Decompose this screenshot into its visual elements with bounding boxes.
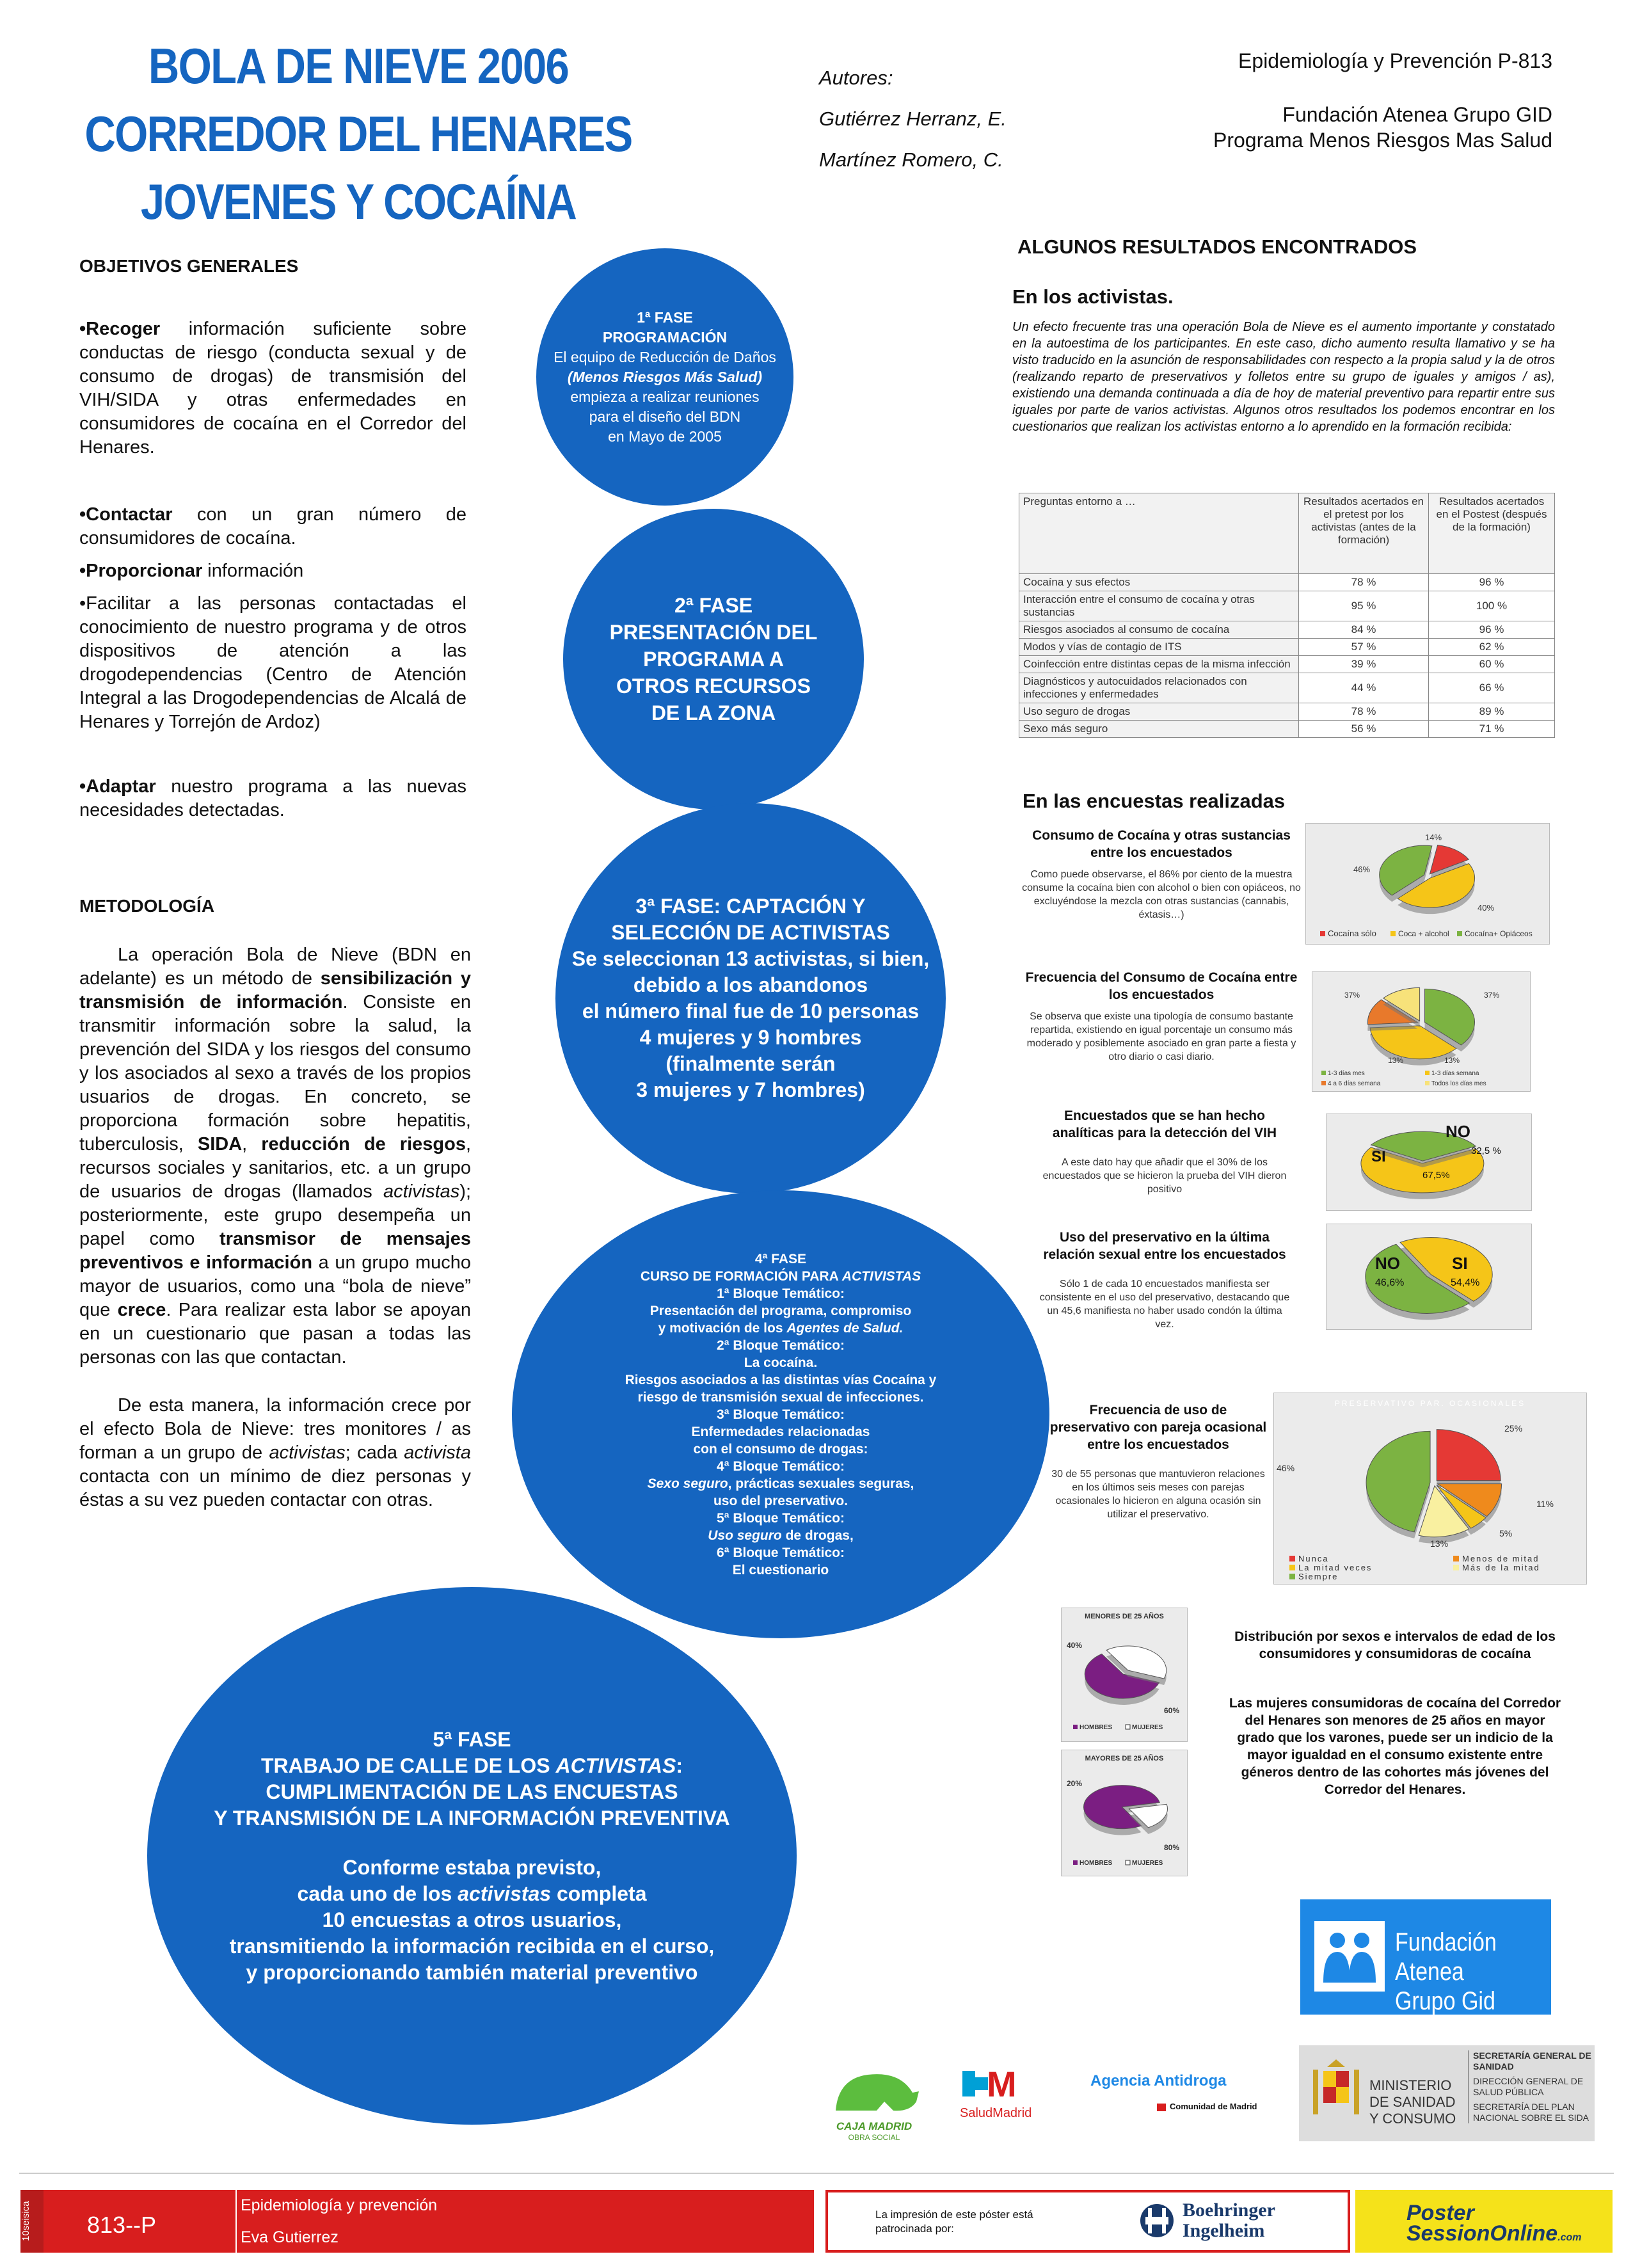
ministerio-logo (1299, 2045, 1595, 2141)
footer-vertical-text: 10seisica (20, 2190, 44, 2253)
table-row (1019, 703, 1555, 721)
atenea-name: Fundación Atenea (1395, 1928, 1497, 1986)
footer-category: Epidemiología y prevención (241, 2196, 438, 2214)
boehringer-icon (1139, 2203, 1175, 2239)
title-line-3: JOVENES Y COCAÍNA (140, 173, 577, 230)
chart-5-inner-title: PRESERVATIVO PAR. OCASIONALES (1334, 1399, 1526, 1408)
legend-swatch-mujeres (1126, 1725, 1130, 1729)
chart-1-legend-swatch (1457, 931, 1462, 936)
salud-madrid-logo (960, 2062, 1049, 2121)
phase-4-block: 2ª Bloque Temático: (717, 1338, 845, 1353)
footer-left-box (20, 2190, 814, 2253)
chart-2-legend-swatch (1321, 1081, 1326, 1085)
chart-2-label-3: 13% (1388, 1056, 1404, 1065)
table-header-postest: Resultados acertados en el Postest (después de la formación) (1429, 493, 1555, 574)
footer-code: 813--P (87, 2212, 157, 2238)
ministerio-line-1: MINISTERIO (1369, 2077, 1452, 2093)
phase-4-line: Uso seguro de drogas, (708, 1528, 854, 1543)
chart-3-title: Encuestados que se han hecho analíticas para la detección del VIH (1052, 1108, 1277, 1140)
metodologia-heading: METODOLOGÍA (79, 896, 215, 916)
phase-4-line: uso del preservativo. (713, 1493, 848, 1508)
phase-2-line: OTROS RECURSOS (616, 675, 811, 698)
legend-swatch-hombres (1073, 1725, 1078, 1729)
table-cell-postest: 89 % (1429, 703, 1555, 721)
legend-swatch-mujeres (1126, 1860, 1130, 1865)
phase-4-line: con el consumo de drogas: (693, 1441, 868, 1457)
chart-5-svg (1274, 1393, 1586, 1584)
atenea-logo (1300, 1899, 1551, 2015)
chart-3-si-label: SI (1371, 1148, 1386, 1165)
chart-1-legend-2: Coca + alcohol (1398, 929, 1449, 938)
phase-1-subtitle: PROGRAMACIÓN (602, 328, 728, 346)
table-row (1019, 721, 1555, 738)
phase-5-line: transmitiendo la información recibida en el curso, (229, 1934, 715, 1958)
table-cell-postest: 66 % (1429, 673, 1555, 703)
results-table-wrap (1019, 493, 1555, 738)
chart-1-box (1305, 823, 1550, 945)
chart-5-box (1273, 1393, 1587, 1585)
metodologia-paragraph-1: La operación Bola de Nieve (BDN en adelante) es un método de sensibilización y transmisión de información. Consiste en transmitir información sobre la salud, la prevención del SIDA y los riesgos del consumo y los asociados al sexo a través de los propios usuarios de drogas. En concreto, se proporciona formación sobre hepatitis, tuberculosis, SIDA, reducción de riesgos, recursos sociales y sanitarios, etc. a un grupo de usuarios de drogas (llamados activistas); posteriormente, este grupo desempeña un papel como transmisor de mensajes preventivos e información a un grupo mucho mayor de usuarios, como una “bola de nieve” que crece. Para realizar esta labor se apoyan en un cuestionario que pasan a todas las personas con las que contactan. (79, 945, 472, 1368)
table-cell-question: Cocaína y sus efectos (1019, 574, 1299, 591)
chart-4-no-value: 46,6% (1375, 1277, 1405, 1288)
phase-4-circle (512, 1190, 1049, 1638)
chart-1-title: Consumo de Cocaína y otras sustancias entre los encuestados (1032, 828, 1291, 860)
table-cell-question: Sexo más seguro (1019, 721, 1299, 738)
chart-6b-svg (1062, 1750, 1187, 1876)
phase-3-line: (finalmente serán (665, 1052, 836, 1075)
chart-5-legend-1: Nunca (1298, 1554, 1329, 1563)
metodologia-section (79, 896, 471, 1512)
objetivo-contactar: •Contactar con un gran número de consumidores de cocaína. (79, 504, 466, 548)
chart-4-title: Uso del preservativo en la última relación sexual entre los encuestados (1043, 1230, 1286, 1262)
pie-slice-5-1 (1437, 1430, 1501, 1481)
chart-4-text (1037, 1229, 1293, 1331)
chart-5-legend-swatch (1289, 1556, 1295, 1561)
table-row (1019, 574, 1555, 591)
footer-author: Eva Gutierrez (241, 2228, 339, 2246)
comunidad-madrid-label: Comunidad de Madrid (1090, 2102, 1282, 2111)
poster-category: Epidemiología y Prevención P-813 (1238, 49, 1552, 72)
table-cell-question: Uso seguro de drogas (1019, 703, 1299, 721)
title-line-1: BOLA DE NIEVE 2006 (148, 38, 569, 94)
agencia-name: Agencia Antidroga (1090, 2072, 1227, 2089)
chart-2-label-4: 13% (1444, 1056, 1460, 1065)
table-cell-question: Interacción entre el consumo de cocaína y otras sustancias (1019, 591, 1299, 621)
objetivo-proporcionar: •Proporcionar información (79, 561, 304, 581)
chart-6b-legend-hombres: HOMBRES (1079, 1860, 1113, 1867)
objetivos-heading: OBJETIVOS GENERALES (79, 256, 299, 276)
phase-2-title: 2ª FASE (674, 594, 753, 617)
direccion-line: DIRECCIÓN GENERAL DE SALUD PÚBLICA (1473, 2076, 1584, 2097)
table-cell-question: Modos y vías de contagio de ITS (1019, 639, 1299, 656)
chart-6-description: Las mujeres consumidoras de cocaína del Corredor del Henares son menores de 25 años en mayor grado que los varones, puede ser un indicio de la mayor igualdad en el consumo existente entre géneros dentro de las cohortes más jóvenes del Corredor del Henares. (1229, 1696, 1561, 1797)
caja-madrid-sub: OBRA SOCIAL (848, 2133, 900, 2142)
chart-1-text (1017, 827, 1305, 922)
svg-text:M: M (987, 2064, 1017, 2103)
phase-3-line: Se seleccionan 13 activistas, si bien, (571, 947, 930, 970)
phase-5-line: CUMPLIMENTACIÓN DE LAS ENCUESTAS (266, 1780, 678, 1803)
plan-nacional-line: SECRETARÍA DEL PLAN NACIONAL SOBRE EL SIDA (1473, 2102, 1589, 2123)
activistas-paragraph: Un efecto frecuente tras una operación Bola de Nieve es el aumento importante y constatado en la autoestima de los participantes. En este caso, dicho aumento resulta llamativo y se ha visto traducido en la asunción de responsabilidades con respecto a la propia salud y la de otros (realizando reparto de preservativos y folletos entre su grupo de iguales y amigos / as), existiendo una demanda continuada a día de hoy de material preventivo para repartir entre sus iguales por parte de varios activistas. Algunos otros resultados los podemos encontrar en los cuestionarios que realizan los activistas entorno a lo aprendido en la formación recibida: (1012, 320, 1555, 434)
organization-2: Programa Menos Riesgos Mas Salud (1213, 129, 1552, 152)
chart-5-label-1: 25% (1504, 1423, 1523, 1433)
chart-5-legend-2: Menos de mitad (1462, 1554, 1540, 1563)
results-heading: ALGUNOS RESULTADOS ENCONTRADOS (1017, 236, 1417, 258)
title-line-2: CORREDOR DEL HENARES (84, 106, 632, 162)
chart-6-title: Distribución por sexos e intervalos de edad de los consumidores y consumidoras de cocaína (1234, 1629, 1556, 1661)
phase-5-circle (147, 1587, 797, 2125)
chart-2-legend-3: 4 a 6 días semana (1328, 1080, 1381, 1087)
chart-5-legend-5: Siempre (1298, 1572, 1339, 1581)
chart-5-label-5: 46% (1277, 1463, 1295, 1473)
phase-4-line: Enfermedades relacionadas (691, 1424, 870, 1439)
bear-icon (823, 2059, 925, 2117)
chart-2-label-1: 37% (1344, 991, 1360, 1000)
chart-6a-box (1061, 1608, 1188, 1742)
table-cell-postest: 96 % (1429, 574, 1555, 591)
table-row (1019, 621, 1555, 639)
objetivo-facilitar: •Facilitar a las personas contactadas el conocimiento de nuestro programa y de otros dispositivos de atención a las drogodependencias (Centro de Atención Integral a las Drogodependencias de Alcalá de Henares y Torrejón de Ardoz) (79, 593, 466, 732)
salud-madrid-name: SaludMadrid (960, 2106, 1032, 2120)
chart-5-legend-swatch (1453, 1556, 1459, 1561)
chart-2-box (1312, 971, 1531, 1092)
phase-4-line: y motivación de los Agentes de Salud. (658, 1320, 904, 1336)
chart-4-no-label: NO (1375, 1254, 1400, 1273)
objetivo-adaptar: •Adaptar nuestro programa a las nuevas necesidades detectadas. (79, 776, 466, 820)
phase-4-line: Sexo seguro, prácticas sexuales seguras, (647, 1476, 914, 1491)
authors (819, 58, 1007, 180)
table-cell-pretest: 39 % (1299, 656, 1429, 673)
phase-4-line: riesgo de transmisión sexual de infecciones. (637, 1389, 924, 1405)
chart-2-text (1021, 969, 1302, 1064)
chart-5-description: 30 de 55 personas que mantuvieron relaciones en los últimos seis meses con parejas ocasionales lo hicieron en alguna ocasión sin utilizar el preservativo. (1051, 1469, 1265, 1520)
table-cell-pretest: 44 % (1299, 673, 1429, 703)
chart-5-legend-swatch (1289, 1565, 1295, 1570)
chart-1-legend-swatch (1390, 931, 1396, 936)
phase-4-line: La cocaína. (744, 1355, 818, 1370)
coat-of-arms-icon (1304, 2058, 1368, 2128)
secretaria-line: SECRETARÍA GENERAL DE SANIDAD (1473, 2050, 1591, 2072)
chart-2-legend-4: Todos los días mes (1431, 1080, 1486, 1087)
phase-1-line: El equipo de Reducción de Daños (554, 348, 776, 365)
table-cell-question: Diagnósticos y autocuidados relacionados con infecciones y enfermedades (1019, 673, 1299, 703)
table-row (1019, 673, 1555, 703)
phase-3-line: 3 mujeres y 7 hombres) (636, 1078, 865, 1101)
footer-divider (19, 2173, 1614, 2174)
chart-2-svg (1312, 972, 1530, 1091)
chart-5-legend-4: Más de la mitad (1462, 1563, 1540, 1572)
phase-3-title: 3ª FASE: CAPTACIÓN Y (635, 895, 866, 918)
phase-2-line: PROGRAMA A (643, 648, 784, 671)
ministerio-line-3: Y CONSUMO (1369, 2111, 1456, 2127)
results-table (1019, 493, 1555, 738)
phase-4-subtitle: CURSO DE FORMACIÓN PARA ACTIVISTAS (640, 1268, 921, 1284)
agencia-antidroga-logo (1090, 2072, 1282, 2111)
chart-1-label-3: 40% (1478, 903, 1495, 913)
chart-3-box (1326, 1114, 1532, 1211)
chart-2-legend-swatch (1425, 1071, 1430, 1075)
poster-title (72, 32, 644, 236)
header-info (1213, 48, 1552, 153)
chart-4-description: Sólo 1 de cada 10 encuestados manifiesta ser consistente en el uso del preservativo, destacando que un 45,6 manifiesta no haber usado condón la última vez. (1039, 1279, 1290, 1330)
chart-1-label-1: 14% (1425, 833, 1442, 842)
phase-4-line: Riesgos asociados a las distintas vías Cocaína y (625, 1372, 937, 1387)
chart-5-title: Frecuencia de uso de preservativo con pareja ocasional entre los encuestados (1049, 1403, 1267, 1452)
chart-3-si-value: 67,5% (1422, 1170, 1450, 1181)
table-cell-pretest: 57 % (1299, 639, 1429, 656)
chart-5-label-3: 5% (1499, 1528, 1513, 1538)
chart-5-legend-swatch (1289, 1574, 1295, 1579)
chart-1-label-2: 46% (1353, 865, 1371, 874)
salud-madrid-icon (960, 2062, 1049, 2103)
phase-1-line: (Menos Riesgos Más Salud) (567, 368, 763, 385)
comunidad-flag-icon (1157, 2104, 1166, 2111)
chart-6b-legend-mujeres: MUJERES (1132, 1860, 1163, 1867)
chart-1-svg (1306, 824, 1549, 944)
results-table-body (1019, 574, 1555, 738)
activistas-heading: En los activistas. (1012, 285, 1174, 308)
phase-1-title: 1ª FASE (637, 308, 693, 326)
ministerio-line-2: DE SANIDAD (1369, 2094, 1456, 2110)
phase-4-block: 3ª Bloque Temático: (717, 1407, 845, 1422)
chart-6b-box (1061, 1750, 1188, 1876)
chart-5-legend-swatch (1453, 1565, 1459, 1570)
table-cell-postest: 100 % (1429, 591, 1555, 621)
author-2: Martínez Romero, C. (819, 148, 1003, 171)
chart-1-description: Como puede observarse, el 86% por ciento de la muestra consume la cocaína bien con alcohol o bien con opiáceos, no excluyéndose la mezcla con otras sustancias (cannabis, éxtasis…) (1022, 869, 1301, 920)
chart-2-legend-swatch (1425, 1081, 1430, 1085)
chart-6-text (1229, 1628, 1561, 1798)
footer-separator (235, 2190, 237, 2253)
table-cell-pretest: 84 % (1299, 621, 1429, 639)
table-cell-question: Coinfección entre distintas cepas de la misma infección (1019, 656, 1299, 673)
chart-2-description: Se observa que existe una tipología de consumo bastante repartida, existiendo en igual porcentaje un consumo más moderado y posiblemente asociado en gran parte a fiesta y otro diario o casi diario. (1026, 1011, 1296, 1062)
phase-5-line: 10 encuestas a otros usuarios, (322, 1908, 622, 1931)
sponsor-text: La impresión de este póster está patrocinada por: (875, 2208, 1033, 2235)
phase-2-line: PRESENTACIÓN DEL (609, 621, 818, 644)
chart-2-legend-2: 1-3 días semana (1431, 1070, 1479, 1077)
chart-4-si-value: 54,4% (1451, 1277, 1480, 1288)
chart-3-no-label: NO (1446, 1122, 1470, 1141)
caja-madrid-name: CAJA MADRID (836, 2120, 912, 2132)
caja-madrid-logo (823, 2059, 925, 2143)
table-cell-postest: 62 % (1429, 639, 1555, 656)
phase-4-block: 4ª Bloque Temático: (717, 1458, 845, 1474)
table-cell-question: Riesgos asociados al consumo de cocaína (1019, 621, 1299, 639)
chart-6a-svg (1062, 1608, 1187, 1741)
table-row (1019, 656, 1555, 673)
phase-3-line: debido a los abandonos (633, 973, 868, 996)
phase-5-subtitle: TRABAJO DE CALLE DE LOS ACTIVISTAS: (261, 1753, 683, 1777)
chart-1-legend-1: Cocaína sólo (1328, 929, 1376, 938)
phase-4-line: Presentación del programa, compromiso (649, 1303, 912, 1318)
phase-5-line: cada uno de los activistas completa (297, 1881, 647, 1905)
table-cell-postest: 60 % (1429, 656, 1555, 673)
chart-4-si-label: SI (1452, 1254, 1468, 1273)
phase-2-circle (563, 509, 864, 810)
chart-6b-label-mujeres: 20% (1067, 1779, 1083, 1788)
chart-3-text (1037, 1107, 1293, 1196)
table-cell-pretest: 56 % (1299, 721, 1429, 738)
phase-5-line: y proporcionando también material preventivo (246, 1960, 698, 1984)
chart-4-box (1326, 1224, 1532, 1330)
phase-5-title: 5ª FASE (433, 1727, 511, 1751)
postersession-word-2: SessionOnline (1406, 2221, 1558, 2246)
phase-3-line: 4 mujeres y 9 hombres (639, 1026, 862, 1049)
table-cell-pretest: 78 % (1299, 574, 1429, 591)
ingelheim-name: Ingelheim (1183, 2220, 1265, 2241)
postersession-word-1: Poster (1406, 2201, 1474, 2225)
postersession-logo (1355, 2190, 1613, 2253)
chart-6a-label-mujeres: 40% (1067, 1641, 1083, 1650)
chart-5-legend-3: La mitad veces (1298, 1563, 1373, 1572)
phase-4-title: 4ª FASE (754, 1251, 807, 1266)
objetivos-section (79, 256, 466, 822)
chart-5-label-4: 13% (1430, 1538, 1449, 1549)
postersession-domain: .com (1557, 2232, 1582, 2243)
chart-3-svg (1326, 1114, 1531, 1210)
table-row (1019, 591, 1555, 621)
phase-5-line: Conforme estaba previsto, (342, 1855, 601, 1879)
boehringer-name: Boehringer (1183, 2200, 1275, 2221)
metodologia-paragraph-2: De esta manera, la información crece por el efecto Bola de Nieve: tres monitores / as forman a un grupo de activistas; cada activista contacta con un mínimo de diez personas y éstas a su vez pueden contactar con otras. (79, 1395, 471, 1510)
phase-5-line: Y TRANSMISIÓN DE LA INFORMACIÓN PREVENTIVA (214, 1806, 730, 1830)
chart-4-svg (1326, 1224, 1531, 1329)
chart-6a-legend-hombres: HOMBRES (1079, 1724, 1113, 1731)
chart-2-legend-swatch (1321, 1071, 1326, 1075)
chart-5-text (1049, 1402, 1267, 1521)
phase-3-circle (555, 803, 946, 1194)
chart-1-legend-3: Cocaína+ Opiáceos (1465, 929, 1533, 938)
phase-3-subtitle: SELECCIÓN DE ACTIVISTAS (611, 921, 890, 944)
phase-4-line: El cuestionario (732, 1562, 829, 1577)
chart-2-label-2: 37% (1484, 991, 1500, 1000)
chart-5-label-2: 11% (1536, 1499, 1554, 1509)
chart-3-no-value: 32,5 % (1471, 1146, 1501, 1156)
chart-6b-label-hombres: 80% (1164, 1843, 1180, 1852)
table-cell-postest: 71 % (1429, 721, 1555, 738)
phase-1-line: para el diseño del BDN (589, 408, 741, 425)
phase-1-line: empieza a realizar reuniones (570, 388, 760, 405)
organization-1: Fundación Atenea Grupo GID (1282, 103, 1552, 126)
encuestas-heading: En las encuestas realizadas (1023, 790, 1286, 812)
chart-6a-legend-mujeres: MUJERES (1132, 1724, 1163, 1731)
table-header-pretest: Resultados acertados en el pretest por los activistas (antes de la formación) (1299, 493, 1429, 574)
authors-label: Autores: (819, 67, 893, 89)
chart-1-legend-swatch (1320, 931, 1325, 936)
table-cell-pretest: 95 % (1299, 591, 1429, 621)
table-cell-pretest: 78 % (1299, 703, 1429, 721)
chart-2-legend-1: 1-3 días mes (1328, 1070, 1365, 1077)
phase-1-circle (536, 248, 793, 506)
objetivo-recoger: •Recoger información suficiente sobre conductas de riesgo (conducta sexual y de consumo de drogas) de transmisión del VIH/SIDA y otras enfermedades en consumidores de cocaína en el Corredor del Henares. (79, 319, 466, 458)
author-1: Gutiérrez Herranz, E. (819, 108, 1007, 130)
phase-4-block: 6ª Bloque Temático: (717, 1545, 845, 1560)
table-header-question: Preguntas entorno a … (1019, 493, 1299, 574)
chart-6a-label-hombres: 60% (1164, 1706, 1180, 1715)
atenea-figures-icon (1314, 1921, 1385, 1992)
phase-1-line: en Mayo de 2005 (608, 427, 722, 445)
table-cell-postest: 96 % (1429, 621, 1555, 639)
phase-3-line: el número final fue de 10 personas (582, 1000, 920, 1023)
chart-6a-title: MENORES DE 25 AÑOS (1085, 1613, 1164, 1620)
chart-6b-title: MAYORES DE 25 AÑOS (1085, 1755, 1164, 1762)
chart-2-title: Frecuencia del Consumo de Cocaína entre los encuestados (1025, 970, 1298, 1002)
phase-4-block: 1ª Bloque Temático: (717, 1286, 845, 1301)
legend-swatch-hombres (1073, 1860, 1078, 1865)
chart-3-description: A este dato hay que añadir que el 30% de los encuestados que se hicieron la prueba del VIH dieron positivo (1042, 1157, 1287, 1195)
atenea-group: Grupo Gid (1395, 1987, 1495, 2015)
table-row (1019, 639, 1555, 656)
phase-2-line: DE LA ZONA (651, 701, 776, 724)
phase-4-block: 5ª Bloque Temático: (717, 1510, 845, 1526)
footer-sponsor-box (825, 2190, 1350, 2253)
